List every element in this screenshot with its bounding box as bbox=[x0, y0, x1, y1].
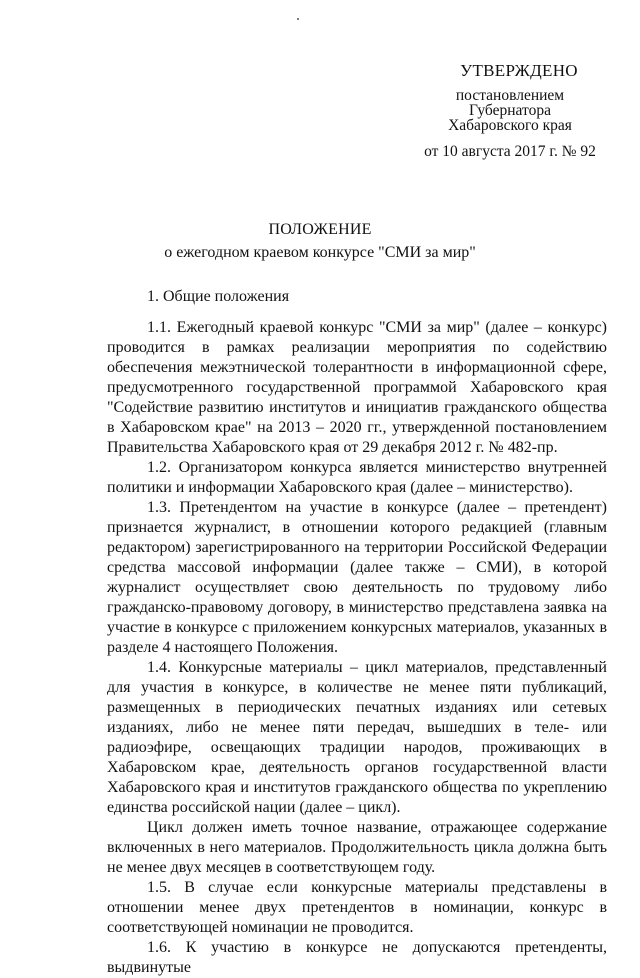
approval-line-2: Губернатора bbox=[469, 102, 551, 119]
paragraph: 1.2. Организатором конкурса является министерство внутренней политики и информации Хабаровского края (далее – министерство). bbox=[107, 459, 607, 496]
paragraph: 1.1. Ежегодный краевой конкурс "СМИ за мир" (далее – конкурс) проводится в рамках реализации мероприятия по содействию обеспечения межэтнической толерантности в информационной сфере, предусмотренного государственной программой Хабаровского края "Содействие развитию институтов и инициатив гражданского общества в Хабаровском крае" на 2013 – 2020 гг., утвержденной постановлением Правительства Хабаровского края от 29 декабря 2012 г. № 482-пр. bbox=[107, 319, 607, 456]
paragraph: 1.6. К участию в конкурсе не допускаются претенденты, выдвинутые bbox=[107, 939, 607, 976]
scan-dot bbox=[297, 18, 299, 20]
document-subtitle: о ежегодном краевом конкурсе "СМИ за мир" bbox=[164, 244, 476, 261]
paragraph: 1.3. Претендентом на участие в конкурсе (далее – претендент) признается журналист, в отношении которого редакцией (главным редактором) зарегистрированного на территории Российской Федерации средства массовой информации (далее также – СМИ), в которой журналист осуществляет свою деятельность по трудовому либо гражданско-правовому договору, в министерство представлена заявка на участие в конкурсе с приложением конкурсных материалов, указанных в разделе 4 настоящего Положения. bbox=[107, 499, 607, 656]
section-title: 1. Общие положения bbox=[147, 288, 290, 305]
paragraph: 1.4. Конкурсные материалы – цикл материалов, представленный для участия в конкурсе, в количестве не менее пяти публикаций, размещенных в периодических печатных изданиях или сетевых изданиях, либо не менее пяти передач, вышедших в теле- или радиоэфире, освещающих традиции народов, проживающих в Хабаровском крае, деятельность органов государственной власти Хабаровского края и институтов гражданского общества по укреплению единства российской нации (далее – цикл). bbox=[107, 659, 607, 816]
document-body bbox=[107, 287, 607, 978]
paragraph: Цикл должен иметь точное название, отражающее содержание включенных в него материалов. Продолжительность цикла должна быть не менее двух месяцев в соответствующем году. bbox=[107, 819, 607, 876]
approval-line-3: Хабаровского края bbox=[448, 117, 572, 134]
approval-line-1: постановлением bbox=[455, 87, 565, 104]
approval-title: УТВЕРЖДЕНО bbox=[460, 61, 578, 80]
paragraph: 1.5. В случае если конкурсные материалы представлены в отношении менее двух претендентов в номинации, конкурс в соответствующей номинации не проводится. bbox=[107, 879, 607, 936]
approval-date: от 10 августа 2017 г. № 92 bbox=[424, 143, 596, 160]
approval-block bbox=[400, 60, 620, 162]
document-title: ПОЛОЖЕНИЕ bbox=[268, 221, 372, 238]
